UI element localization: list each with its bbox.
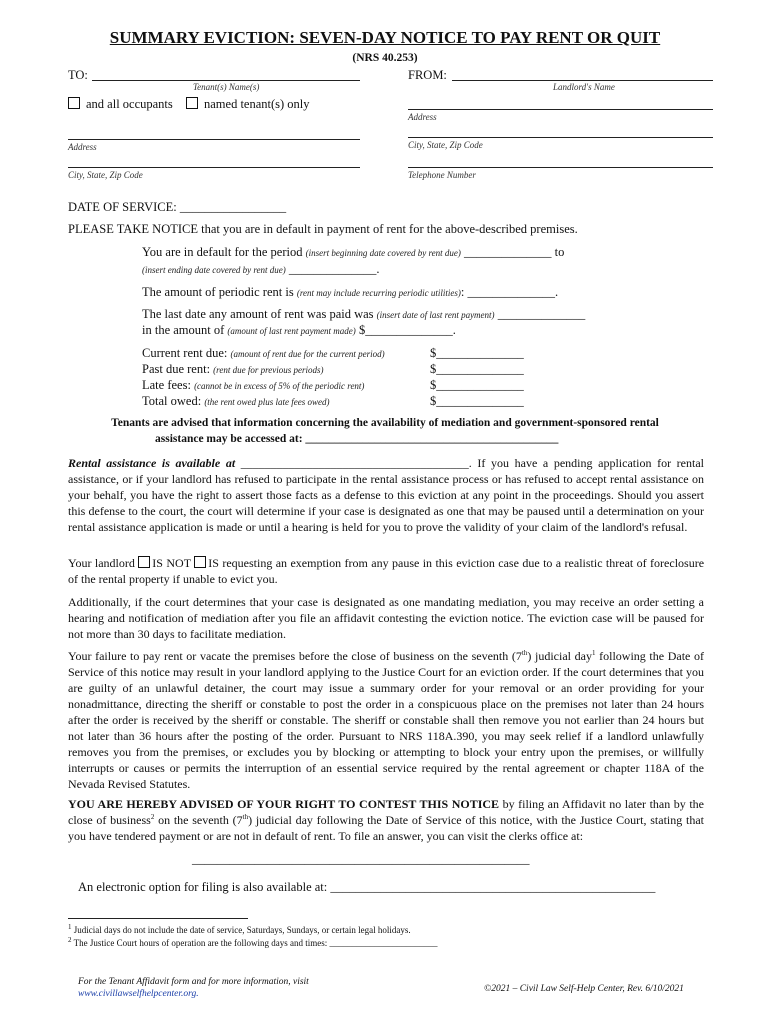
tenant-address-caption: Address: [68, 142, 97, 152]
footnote-divider: [68, 918, 248, 919]
periodic-rent-field[interactable]: : ______________.: [460, 285, 559, 299]
footer-info-text: For the Tenant Affidavit form and for more information, visit: [78, 977, 309, 987]
advised-text-a: by filing an Affidavit no later than by the close of business: [68, 797, 704, 827]
exemption-text: IS requesting an exemption from any pause in this eviction case due to a realistic threat of foreclosure of the rental property if unable to evict you.: [68, 556, 705, 586]
tenant-city-caption: City, State, Zip Code: [68, 170, 143, 180]
last-paid-line: [142, 307, 585, 323]
charge-field-total[interactable]: $______________: [430, 394, 524, 408]
landlord-city-caption: City, State, Zip Code: [408, 140, 483, 150]
periodic-rent-text: The amount of periodic rent is: [142, 285, 294, 299]
named-tenants-label: named tenant(s) only: [204, 97, 310, 111]
landlord-name-field[interactable]: [452, 80, 713, 81]
charge-label: Total owed:: [142, 394, 202, 408]
is-not-checkbox[interactable]: [138, 556, 150, 568]
footnote-ref-1: 1: [591, 649, 596, 657]
last-paid-text: The last date any amount of rent was paid was: [142, 307, 374, 321]
charge-hint: (amount of rent due for the current period): [230, 349, 385, 359]
mediation-paragraph: Additionally, if the court determines that your case is designated as one mandating mediation, you may receive an order setting a hearing and notification of mediation after you file an affidavit contesting the eviction notice. The eviction case will be paused for not more than 30 days to facilitate mediation.: [68, 595, 704, 641]
footer-link[interactable]: www.civillawselfhelpcenter.org.: [78, 989, 199, 999]
landlord-phone-caption: Telephone Number: [408, 170, 476, 180]
clerk-office-field[interactable]: ______________________________________________________: [192, 852, 530, 866]
all-occupants-checkbox[interactable]: [68, 97, 80, 109]
advised-text-c: ) judicial day following the Date of Service of this notice, with the Justice Court, stating that you have tendered payment or are not in default of rent. To file an answer, you can visit the clerks office at:: [68, 813, 704, 843]
tenant-city-field[interactable]: [68, 167, 360, 168]
footnote-1: [68, 925, 411, 936]
charge-hint: (rent due for previous periods): [213, 365, 324, 375]
landlord-address-field[interactable]: [408, 109, 713, 110]
amount-hint: (amount of last rent payment made): [227, 326, 356, 336]
last-paid-field[interactable]: ______________: [497, 307, 586, 321]
footnote-2-number: 2: [68, 936, 72, 944]
failure-text-b: ) judicial day: [527, 649, 592, 663]
footnote-2: [68, 938, 438, 949]
period-line: [142, 245, 564, 261]
amount-line: [142, 323, 456, 339]
rental-assistance-field[interactable]: ______________________________________: [240, 456, 469, 470]
rental-assistance-label: Rental assistance is available at: [68, 456, 236, 470]
charge-label: Current rent due:: [142, 346, 228, 360]
form-title: SUMMARY EVICTION: SEVEN-DAY NOTICE TO PAY RENT OR QUIT: [109, 28, 661, 47]
date-of-service[interactable]: DATE OF SERVICE: _________________: [68, 200, 287, 214]
from-label: FROM:: [408, 68, 447, 82]
last-paid-hint: (insert date of last rent payment): [376, 310, 495, 320]
seventh-sup: th: [242, 813, 249, 821]
period-text: You are in default for the period: [142, 245, 303, 259]
landlord-address-caption: Address: [408, 112, 437, 122]
period-end-line: [142, 262, 380, 278]
charge-field-past-due[interactable]: $______________: [430, 362, 524, 376]
exemption-paragraph: [68, 555, 704, 587]
landlord-phone-field[interactable]: [408, 167, 713, 168]
seventh-sup: th: [521, 649, 528, 657]
landlord-name-caption: Landlord's Name: [553, 82, 615, 92]
named-tenants-checkbox[interactable]: [186, 97, 198, 109]
is-not-label: IS NOT: [152, 556, 191, 570]
footnote-1-text: Judicial days do not include the date of service, Saturdays, Sundays, or certain legal holidays.: [73, 925, 411, 935]
period-end-field[interactable]: ______________.: [288, 262, 380, 276]
landlord-label: Your landlord: [68, 556, 135, 570]
charge-hint: (the rent owed plus late fees owed): [204, 397, 330, 407]
period-begin-field[interactable]: ______________ to: [464, 245, 565, 259]
footnote-1-number: 1: [68, 923, 72, 931]
failure-text-c: following the Date of Service of this notice may result in your landlord applying to the Justice Court for an eviction order. If the court determines that you are guilty of an unlawful detainer, the court may issue a summary order for your removal or an order providing for your nonadmittance, directing the sheriff or constable to post the order in a conspicuous place on the premises not later than 24 hours after the order is received by the sheriff or constable. The sheriff or constable shall then remove you not earlier than 24 hours but not later than 36 hours after the posting of the order. Pursuant to NRS 118A.390, you may seek relief if a landlord unlawfully removes you from the premises, or excludes you by blocking or attempting to block your entry upon the premises, or willfully interrupts or causes or permits the interruption of an essential service required by the rental agreement or chapter 118A of the Nevada Revised Statutes.: [68, 649, 705, 791]
to-label: TO:: [68, 68, 88, 82]
periodic-rent-hint: (rent may include recurring periodic utilities): [296, 288, 461, 298]
tenant-name-caption: Tenant(s) Name(s): [193, 82, 260, 92]
charge-row-total: [142, 394, 329, 410]
named-tenants-option[interactable]: [186, 97, 310, 112]
mediation-notice-line1: Tenants are advised that information concerning the availability of mediation and government-sponsored rental: [111, 417, 659, 429]
charge-row-past-due: [142, 362, 324, 378]
advised-text-b: on the seventh (7: [154, 813, 243, 827]
amount-text: in the amount of: [142, 323, 225, 337]
amount-field[interactable]: $______________.: [358, 323, 456, 337]
charge-hint: (cannot be in excess of 5% of the periodic rent): [194, 381, 365, 391]
charge-field-current[interactable]: $______________: [430, 346, 524, 360]
charge-row-late-fees: [142, 378, 364, 394]
is-checkbox[interactable]: [194, 556, 206, 568]
failure-text-a: Your failure to pay rent or vacate the premises before the close of business on the seventh (7: [68, 649, 522, 663]
mediation-notice-line2: assistance may be accessed at: ____________________________________________: [155, 433, 559, 445]
advised-bold: YOU ARE HEREBY ADVISED OF YOUR RIGHT TO CONTEST THIS NOTICE: [68, 797, 500, 811]
rental-assistance-paragraph: [68, 455, 704, 535]
advised-paragraph: [68, 796, 704, 844]
tenant-name-field[interactable]: [92, 80, 360, 81]
tenant-address-field[interactable]: [68, 139, 360, 140]
charge-label: Late fees:: [142, 378, 191, 392]
footer-copyright: ©2021 – Civil Law Self-Help Center, Rev. 6/10/2021: [484, 984, 684, 994]
electronic-filing-line[interactable]: An electronic option for filing is also available at: ____________________________________________________: [78, 880, 656, 894]
notice-intro: PLEASE TAKE NOTICE that you are in default in payment of rent for the above-described premises.: [68, 222, 578, 236]
period-hint-end: (insert ending date covered by rent due): [142, 265, 286, 275]
rental-assistance-text: . If you have a pending application for rental assistance, or if your landlord has refused to participate in the rental assistance process or has refused to accept rental assistance on your behalf, you have the right to assert those facts as a defense to this eviction at any point in the proceedings. Should you assert this defense to the court, the court will determine if your case is designated as one that may be paused until a determination on your rental assistance application is made or until a hearing is held for you to prove the validity of your claim of the landlord's refusal.: [68, 456, 704, 534]
charge-row-current: [142, 346, 385, 362]
footnote-2-text: The Justice Court hours of operation are the following days and times: ________________________: [73, 938, 438, 948]
failure-paragraph: [68, 648, 704, 792]
periodic-rent-line: [142, 285, 558, 301]
footer-info: [78, 976, 309, 1000]
period-hint-begin: (insert beginning date covered by rent due): [305, 248, 461, 258]
all-occupants-option[interactable]: [68, 97, 173, 112]
all-occupants-label: and all occupants: [86, 97, 173, 111]
landlord-city-field[interactable]: [408, 137, 713, 138]
charge-field-late-fees[interactable]: $______________: [430, 378, 524, 392]
charge-label: Past due rent:: [142, 362, 211, 376]
footnote-ref-2: 2: [150, 813, 155, 821]
statute-ref: (NRS 40.253): [352, 52, 418, 64]
